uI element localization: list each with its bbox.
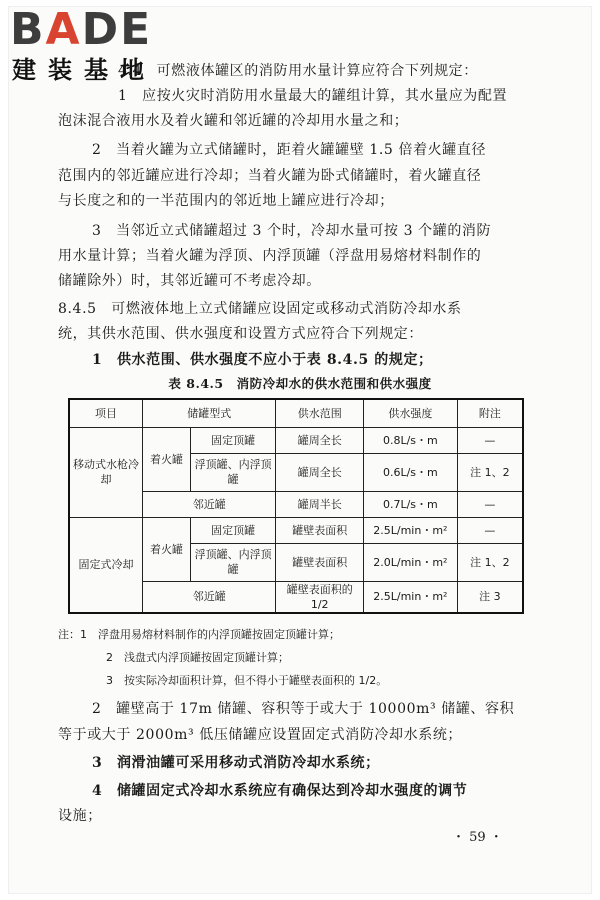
water-supply-table [68,398,524,614]
group-cell: 固定式冷却 [69,517,143,613]
table-cell: 浮顶罐、内浮顶罐 [190,453,276,491]
table-cell: 2.0L/min・m² [363,543,457,581]
header-cell: 供水强度 [363,399,457,427]
paragraph: 泡沫混合液用水及着火罐和邻近罐的冷却用水量之和； [58,113,409,129]
table-cell: 罐周全长 [276,427,364,453]
subgroup-cell: 着火罐 [143,517,191,581]
paragraph: 1 供水范围、供水强度不应小于表 8.4.5 的规定； [92,352,433,368]
table-cell: 2.5L/min・m² [363,581,457,613]
table-note: 注：1 浮盘用易熔材料制作的内浮顶罐按固定顶罐计算； [58,628,340,641]
paragraph: 设施； [58,808,102,824]
paragraph: 3 润滑油罐可采用移动式消防冷却水系统； [92,755,380,771]
table-header-row [69,399,523,427]
table-cell: 注 3 [457,581,523,613]
paragraph: 用水量计算；当着火罐为浮顶、内浮顶罐（浮盘用易熔材料制作的 [58,248,482,264]
page-number: ・ 59 ・ [452,830,503,845]
table-cell: 浮顶罐、内浮顶罐 [190,543,276,581]
group-cell: 移动式水枪冷却 [69,427,143,517]
table-cell: 罐壁表面积 [276,517,364,543]
header-cell: 供水范围 [276,399,364,427]
table-cell: 固定顶罐 [190,427,276,453]
paragraph: 等于或大于 2000m³ 低压储罐应设置固定式消防冷却水系统； [58,727,463,743]
header-cell: 储罐型式 [143,399,276,427]
table-cell: 2.5L/min・m² [363,517,457,543]
brand-logo-text: BADE [10,4,153,55]
subgroup-cell: 着火罐 [143,427,191,491]
paragraph: 4 储罐固定式冷却水系统应有确保达到冷却水强度的调节 [92,783,468,799]
paragraph: 3 当邻近立式储罐超过 3 个时，冷却水量可按 3 个罐的消防 [92,223,492,239]
table-cell: 注 1、2 [457,543,523,581]
paragraph: 统，其供水范围、供水强度和设置方式应符合下列规定： [58,326,423,342]
header-cell: 项目 [69,399,143,427]
table-cell: 固定顶罐 [190,517,276,543]
table-cell: 罐壁表面积 [276,543,364,581]
table-cell: 罐周全长 [276,453,364,491]
table-row [69,427,523,453]
table-cell: 0.6L/s・m [363,453,457,491]
paragraph: 2 当着火罐为立式储罐时，距着火罐罐壁 1.5 倍着火罐直径 [92,142,487,158]
table-cell: 邻近罐 [143,491,276,517]
table-cell: 0.7L/s・m [363,491,457,517]
paragraph: 范围内的邻近罐应进行冷却；当着火罐为卧式储罐时，着火罐直径 [58,168,482,184]
paragraph: 1 应按火灾时消防用水量最大的罐组计算，其水量应为配置 [118,88,508,104]
table-cell: 罐壁表面积的 1/2 [276,581,364,613]
table-note: 2 浅盘式内浮顶罐按固定顶罐计算； [106,651,289,664]
header-cell: 附注 [457,399,523,427]
brand-logo [8,6,178,88]
table-caption: 表 8.4.5 消防冷却水的供水范围和供水强度 [168,376,432,391]
section-paragraph: 8.4.5 可燃液体地上立式储罐应设固定或移动式消防冷却水系 [58,301,462,317]
brand-logo-subtitle: 建装基地 [12,56,156,84]
table-cell: — [457,517,523,543]
table-cell: 注 1、2 [457,453,523,491]
table-cell: — [457,491,523,517]
table-cell: 0.8L/s・m [363,427,457,453]
table-row [69,517,523,543]
table-cell: 罐周半长 [276,491,364,517]
paragraph: 储罐除外）时，其邻近罐可不考虑冷却。 [58,273,321,289]
paragraph: 4.4 可燃液体罐区的消防用水量计算应符合下列规定： [118,63,478,79]
table-cell: 邻近罐 [143,581,276,613]
paragraph: 与长度之和的一半范围内的邻近地上罐应进行冷却； [58,193,394,209]
table-note: 3 按实际冷却面积计算，但不得小于罐壁表面积的 1/2。 [106,674,388,687]
table-cell: — [457,427,523,453]
paragraph: 2 罐壁高于 17m 储罐、容积等于或大于 10000m³ 储罐、容积 [92,701,515,717]
